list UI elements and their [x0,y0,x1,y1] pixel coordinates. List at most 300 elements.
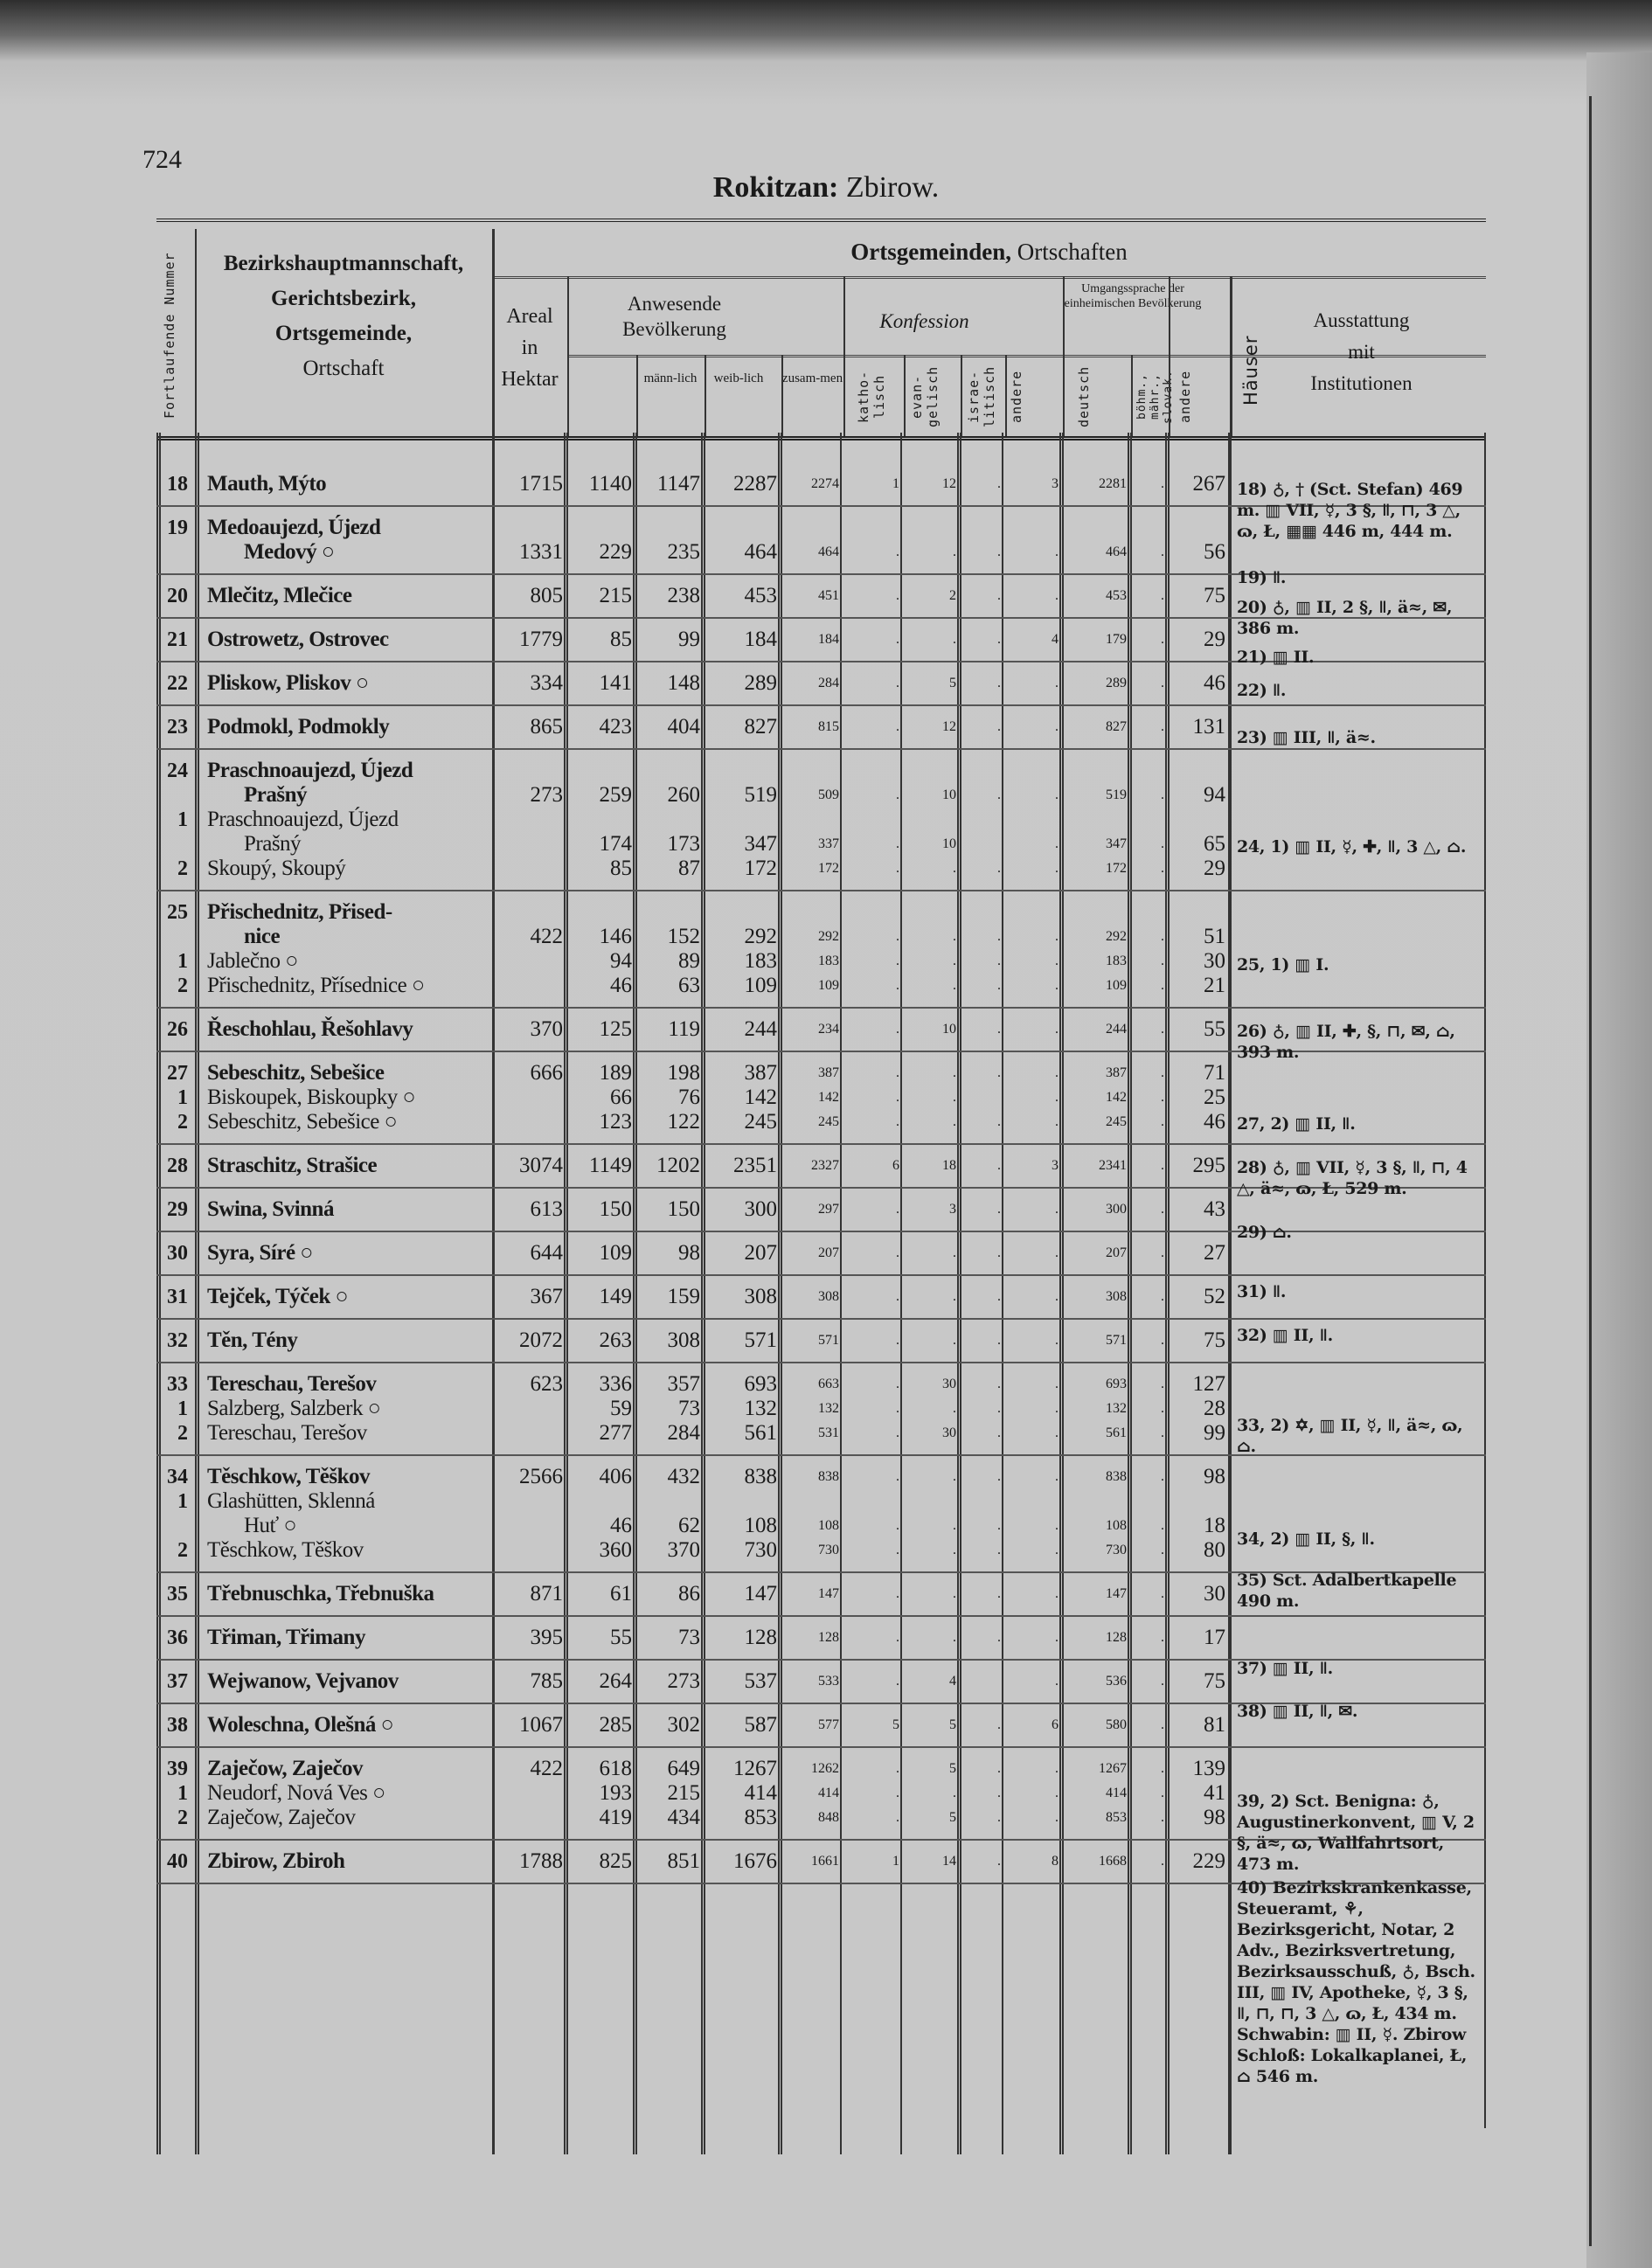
facility-note: 25, 1) ▥ I. [1237,955,1329,974]
cell-other-confession [961,1489,1005,1514]
cell-female: 357 [667,1372,700,1396]
title-subdistrict: Zbirow. [838,171,940,204]
table-header [156,218,1486,440]
row-number: 36 [167,1626,188,1649]
cell-german: . [1055,1586,1059,1601]
cell-female: 98 [678,1241,700,1265]
place-name: Zaječow, Zaječov [207,1757,364,1780]
facility-note: 19) ǁ. [1237,568,1287,587]
cell-german: . [1055,978,1059,993]
header-confession: Konfession [879,310,969,332]
cell-houses: 80 [1204,1538,1225,1562]
cell-german: . [1055,544,1059,559]
cell-houses: 17 [1204,1626,1225,1649]
cell-facilities [1230,1465,1486,1489]
cell-evangelical: . [896,1090,899,1105]
cell-female: 235 [667,540,700,564]
cell-houses: 29 [1204,857,1225,880]
cell-other-confession [961,516,1005,540]
cell-houses: 98 [1204,1465,1225,1488]
cell-catholic [781,759,843,783]
cell-israelite: 10 [942,787,956,802]
cell-female [636,900,705,925]
cell-other-confession [961,1669,1005,1694]
cell-bohemian: 827 [1106,719,1127,734]
cell-total: 244 [744,1017,777,1041]
cell-german: . [1055,719,1059,734]
row-number: 33 [167,1373,188,1396]
cell-catholic [781,900,843,925]
cell-german: . [1055,1425,1059,1440]
header-divider [904,355,906,436]
cell-female [636,759,705,783]
facility-note: 33, 2) ✡, ▥ II, ☿, ǁ, ä≈, ɷ, ⌂. [1237,1416,1463,1456]
cell-other-confession: . [997,1761,1001,1776]
cell-female: 62 [678,1514,700,1537]
facility-note: 37) ▥ II, ǁ. [1237,1659,1333,1678]
cell-israelite [904,808,961,832]
cell-evangelical: . [896,676,899,690]
cell-german [1005,516,1063,540]
cell-evangelical: . [896,978,899,993]
header-areal [492,301,567,395]
cell-houses: 295 [1192,1154,1225,1177]
cell-male: 85 [610,628,632,651]
cell-catholic [781,808,843,832]
cell-other-language: . [1161,954,1164,968]
cell-israelite: . [953,1245,956,1260]
place-name: Mlečitz, Mlečice [207,584,352,607]
cell-german: . [1055,588,1059,603]
cell-houses: 27 [1204,1241,1225,1265]
header-divider [1131,355,1133,436]
cell-bohemian: 300 [1106,1202,1127,1217]
header-facilities [1237,305,1486,399]
cell-evangelical: . [896,1810,899,1825]
cell-catholic: 2274 [811,476,839,491]
cell-bohemian: 561 [1106,1425,1127,1440]
row-number: 34 [167,1466,188,1488]
cell-total: 108 [744,1514,777,1537]
cell-other-language: . [1161,1518,1164,1533]
cell-bohemian: 453 [1106,588,1127,603]
cell-israelite: . [953,1114,956,1129]
cell-other-language: . [1161,1543,1164,1557]
cell-female: 238 [667,584,700,607]
cell-houses: 71 [1204,1061,1225,1085]
cell-area: 785 [530,1669,563,1693]
cell-other-language: . [1161,1333,1164,1348]
cell-german: . [1055,1518,1059,1533]
cell-bohemian: 464 [1106,544,1127,559]
row-number: 1 [177,1398,188,1420]
place-name: Tereschau, Terešov [207,1372,377,1396]
cell-houses: 52 [1204,1285,1225,1308]
cell-bohemian: 838 [1106,1469,1127,1484]
header-facilities-line: mit [1348,341,1375,363]
cell-other-language: . [1161,978,1164,993]
cell-area: 623 [530,1372,563,1396]
cell-male: 85 [610,857,632,880]
cell-other-language: . [1161,861,1164,876]
cell-other-language: . [1161,1717,1164,1732]
cell-catholic: 184 [818,632,839,647]
row-number: 27 [167,1062,188,1085]
cell-area: 2566 [519,1465,563,1488]
table-row [156,540,1486,565]
cell-other-language: . [1161,1245,1164,1260]
cell-total: 414 [744,1781,777,1805]
facility-note: 31) ǁ. [1237,1282,1287,1301]
cell-other-language [1131,516,1169,540]
scan-edge [1586,52,1652,2268]
header-divider [1169,276,1170,436]
cell-female [636,808,705,832]
cell-other-confession: . [997,1065,1001,1080]
cell-israelite: 5 [949,676,956,690]
cell-other-confession: . [997,1401,1001,1416]
cell-other-confession: . [997,1786,1001,1800]
cell-houses: 29 [1204,628,1225,651]
table-row [156,925,1486,949]
cell-israelite: . [953,1543,956,1557]
cell-area: 334 [530,671,563,695]
cell-area [492,1514,567,1538]
table-row [156,1241,1486,1266]
place-name: Těn, Tény [207,1328,298,1352]
cell-catholic: 234 [818,1022,839,1037]
place-name: Přischednitz, Přised- [207,900,392,924]
table-row [156,1489,1486,1514]
cell-evangelical: . [896,929,899,944]
cell-total: 183 [744,949,777,973]
cell-evangelical [843,1489,904,1514]
cell-catholic: 533 [818,1674,839,1689]
cell-bohemian: 2281 [1099,476,1127,491]
header-name-line: Gerichtsbezirk, [271,287,416,310]
header-male: männ-lich [643,371,698,385]
cell-total: 109 [744,974,777,997]
cell-evangelical: . [896,1630,899,1645]
cell-israelite: 10 [942,1022,956,1037]
cell-bohemian [1063,900,1131,925]
place-name: Prašný [244,783,307,807]
cell-evangelical: . [896,1289,899,1304]
header-language: Umgangssprache der einheimischen Bevölkerung [1064,282,1202,310]
row-number [156,540,195,565]
cell-israelite: . [953,1289,956,1304]
cell-male [567,900,636,925]
cell-houses: 267 [1192,472,1225,496]
header-name-line: Bezirkshauptmannschaft, [223,252,464,275]
cell-houses: 18 [1204,1514,1225,1537]
cell-area: 3074 [519,1154,563,1177]
cell-german: . [1055,1289,1059,1304]
cell-houses: 21 [1204,974,1225,997]
title-district: Rokitzan: [712,171,839,204]
table-row [156,808,1486,832]
cell-area [492,1421,567,1446]
cell-other-language: . [1161,1114,1164,1129]
place-name: Huť ○ [244,1514,297,1537]
cell-area [492,1806,567,1830]
cell-total: 1676 [733,1849,777,1873]
cell-total [705,516,781,540]
cell-german: . [1055,676,1059,690]
cell-other-language: . [1161,676,1164,690]
cell-german: . [1055,861,1059,876]
cell-other-language: . [1161,544,1164,559]
cell-israelite [904,900,961,925]
scan-edge-line [1589,96,1592,2246]
cell-houses: 30 [1204,949,1225,973]
cell-evangelical: . [896,1333,899,1348]
cell-israelite: 14 [942,1854,956,1869]
place-name: Medoaujezd, Újezd [207,516,381,539]
cell-other-language [1131,1489,1169,1514]
header-group-title-rest: Ortschaften [1011,239,1128,265]
cell-total: 519 [744,783,777,807]
cell-male: 215 [599,584,632,607]
cell-israelite: . [953,978,956,993]
cell-female: 302 [667,1713,700,1737]
table-row [156,900,1486,925]
table-row-group [156,1617,1486,1661]
place-name: Pliskow, Pliskov ○ [207,671,369,695]
cell-catholic: 464 [818,544,839,559]
cell-bohemian: 245 [1106,1114,1127,1129]
header-evangelical: evan-gelisch [909,365,941,428]
cell-israelite: . [953,954,956,968]
cell-area: 644 [530,1241,563,1265]
cell-israelite: . [953,861,956,876]
cell-catholic: 509 [818,787,839,802]
cell-catholic: 848 [818,1810,839,1825]
cell-male: 229 [599,540,632,564]
header-areal-line: in [521,336,538,359]
table-row [156,783,1486,808]
cell-total: 147 [744,1582,777,1606]
cell-houses [1169,900,1230,925]
cell-area [492,1538,567,1563]
cell-bohemian [1063,808,1131,832]
cell-male: 825 [599,1849,632,1873]
cell-catholic: 451 [818,588,839,603]
header-areal-line: Areal [506,305,553,328]
cell-other-confession: . [997,1289,1001,1304]
cell-other-confession: . [997,1586,1001,1601]
cell-female: 99 [678,628,700,651]
cell-other-language: . [1161,1289,1164,1304]
header-divider [1063,276,1065,436]
cell-israelite: 2 [949,588,956,603]
cell-other-language: . [1161,1630,1164,1645]
header-divider [961,355,962,436]
cell-israelite: 18 [942,1158,956,1173]
cell-other-language: . [1161,1786,1164,1800]
cell-total: 693 [744,1372,777,1396]
cell-houses [1169,759,1230,783]
cell-total: 292 [744,925,777,948]
cell-total [705,1489,781,1514]
cell-other-language: . [1161,1674,1164,1689]
cell-other-confession: . [997,1114,1001,1129]
place-name: Třiman, Třimany [207,1626,365,1649]
cell-total: 128 [744,1626,777,1649]
header-number: Fortlaufende Nummer [162,252,177,420]
cell-area: 1067 [519,1713,563,1737]
cell-area: 2072 [519,1328,563,1352]
facility-note: 38) ▥ II, ǁ, ✉. [1237,1702,1358,1721]
cell-other-confession: . [997,476,1001,491]
cell-evangelical [843,516,904,540]
cell-total: 2351 [733,1154,777,1177]
cell-bohemian: 1668 [1099,1854,1127,1869]
cell-catholic: 142 [818,1090,839,1105]
cell-total: 142 [744,1085,777,1109]
place-name: Straschitz, Strašice [207,1154,378,1177]
cell-facilities [1230,857,1486,881]
place-name: Zaječow, Zaječov [207,1806,356,1829]
cell-israelite: . [953,1518,956,1533]
cell-houses: 229 [1192,1849,1225,1873]
cell-other-confession: . [997,1245,1001,1260]
cell-other-language: . [1161,1065,1164,1080]
facility-note: 22) ǁ. [1237,681,1287,700]
facility-note: 28) ♁, ▥ VII, ☿, 3 §, ǁ, ⊓, 4 △, ä≈, ɷ, Ł, 529 m. [1237,1158,1468,1198]
row-number: 2 [177,1539,188,1562]
cell-female: 260 [667,783,700,807]
place-name: Ostrowetz, Ostrovec [207,628,389,651]
cell-bohemian: 2341 [1099,1158,1127,1173]
cell-evangelical: 6 [892,1158,899,1173]
cell-area [492,832,567,857]
cell-evangelical: . [896,1469,899,1484]
cell-total: 827 [744,715,777,739]
cell-german: 3 [1052,1158,1059,1173]
cell-female: 73 [678,1397,700,1420]
cell-catholic: 531 [818,1425,839,1440]
cell-catholic: 308 [818,1289,839,1304]
cell-female: 432 [667,1465,700,1488]
place-name: nice [244,925,281,948]
cell-bohemian: 308 [1106,1289,1127,1304]
cell-houses: 127 [1192,1372,1225,1396]
cell-israelite: 4 [949,1674,956,1689]
cell-evangelical: . [896,719,899,734]
table-row [156,1626,1486,1650]
cell-area: 613 [530,1197,563,1221]
cell-other-language: . [1161,1586,1164,1601]
cell-bohemian: 536 [1106,1674,1127,1689]
cell-male: 360 [599,1538,632,1562]
cell-facilities [1230,1241,1486,1266]
place-name: Skoupý, Skoupý [207,857,346,880]
cell-female: 159 [667,1285,700,1308]
cell-other-language: . [1161,719,1164,734]
cell-other-confession: . [997,1717,1001,1732]
cell-houses: 99 [1204,1421,1225,1445]
cell-other-confession: . [997,954,1001,968]
cell-total: 561 [744,1421,777,1445]
cell-total [705,808,781,832]
row-number: 28 [167,1155,188,1177]
cell-bohemian [1063,1489,1131,1514]
cell-male: 46 [610,1514,632,1537]
cell-other-language: . [1161,588,1164,603]
cell-total: 2287 [733,472,777,496]
cell-german: . [1055,1090,1059,1105]
cell-male: 618 [599,1757,632,1780]
cell-other-language [1131,759,1169,783]
header-name-line: Ortschaft [302,357,385,380]
cell-area: 370 [530,1017,563,1041]
cell-german: . [1055,1810,1059,1825]
row-number: 32 [167,1329,188,1352]
cell-evangelical: . [896,1377,899,1391]
cell-evangelical: . [896,861,899,876]
place-name: Glashütten, Sklenná [207,1489,375,1513]
table-row [156,974,1486,998]
cell-israelite: . [953,1469,956,1484]
cell-bohemian: 387 [1106,1065,1127,1080]
cell-facilities [1230,759,1486,783]
cell-bohemian: 292 [1106,929,1127,944]
cell-other-confession: . [997,676,1001,690]
cell-german [1005,808,1063,832]
place-name: Sebeschitz, Sebešice ○ [207,1110,398,1134]
facility-note: 40) Bezirkskrankenkasse, Steueramt, ⚘, Bezirksgericht, Notar, 2 Adv., Bezirksvertretung, Bezirksausschuß, ♁, Bsch. III, ▥ IV, Apotheke, ☿, 3 §, ǁ, ⊓, ⊓, 3 △, ɷ, Ł, 434 m. Schwabin: ▥ II, ☿. Zbirow Schloß: Lokalkaplanei, Ł, ⌂ 546 m. [1237,1878,1475,2086]
cell-total: 1267 [733,1757,777,1780]
cell-total: 347 [744,832,777,856]
cell-israelite [904,759,961,783]
cell-male: 59 [610,1397,632,1420]
header-divider [567,276,569,436]
cell-german: 6 [1052,1717,1059,1732]
row-number: 19 [167,517,188,539]
cell-evangelical: . [896,954,899,968]
facility-note: 24, 1) ▥ II, ☿, ✚, ǁ, 3 △, ⌂. [1237,837,1467,857]
cell-other-language: . [1161,836,1164,851]
header-facilities-line: Ausstattung [1313,309,1410,331]
place-name: Tejček, Týček ○ [207,1285,349,1308]
cell-area [492,1085,567,1110]
cell-area [492,1397,567,1421]
cell-facilities [1230,974,1486,998]
cell-israelite: 12 [942,719,956,734]
cell-other-confession: . [997,978,1001,993]
place-name: Biskoupek, Biskoupky ○ [207,1085,416,1109]
facility-note: 35) Sct. Adalbertkapelle 490 m. [1237,1571,1457,1611]
row-number: 1 [177,1782,188,1805]
cell-houses: 139 [1192,1757,1225,1780]
cell-bohemian: 108 [1106,1518,1127,1533]
cell-area: 422 [530,1757,563,1780]
cell-other-confession [961,900,1005,925]
table-row [156,857,1486,881]
cell-total [705,900,781,925]
cell-female: 148 [667,671,700,695]
cell-bohemian: 580 [1106,1717,1127,1732]
cell-other-confession: . [997,1543,1001,1557]
cell-total: 308 [744,1285,777,1308]
cell-catholic: 2327 [811,1158,839,1173]
cell-catholic: 1262 [811,1761,839,1776]
cell-evangelical: . [896,1401,899,1416]
cell-catholic: 1661 [811,1854,839,1869]
cell-evangelical: . [896,588,899,603]
cell-israelite: . [953,1065,956,1080]
